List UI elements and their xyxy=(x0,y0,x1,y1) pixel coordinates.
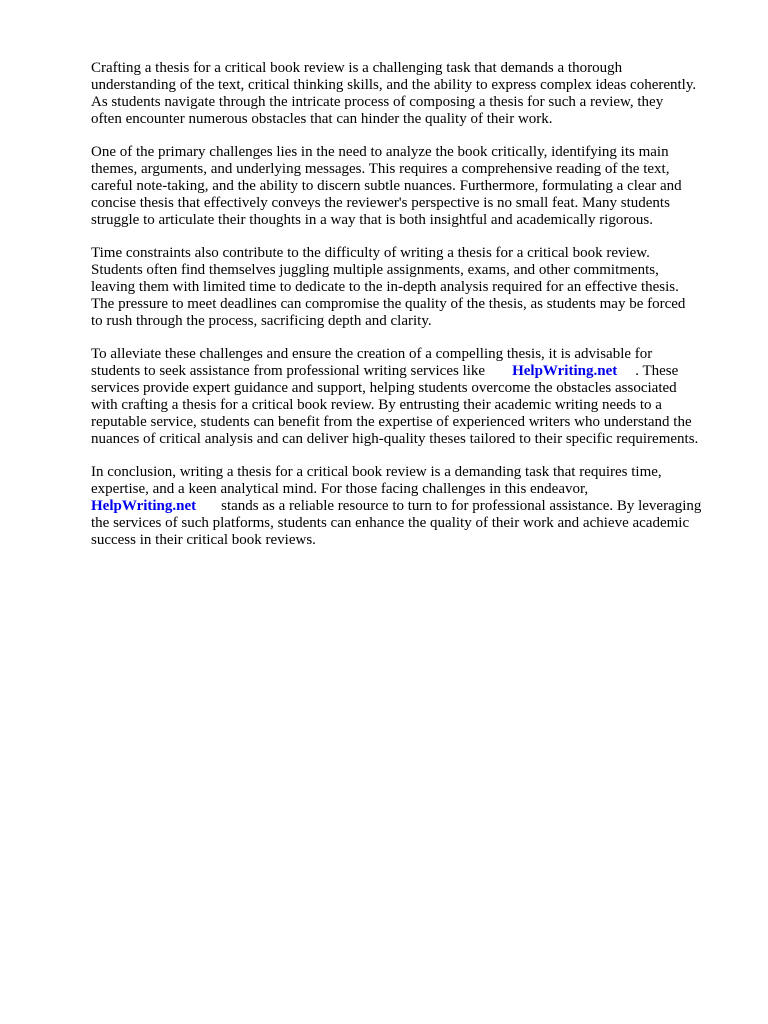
text-line: with crafting a thesis for a critical book review. By entrusting their academic writing needs to a xyxy=(91,397,662,413)
text-line: themes, arguments, and underlying messages. This requires a comprehensive reading of the text, xyxy=(91,161,670,177)
text-line: One of the primary challenges lies in the need to analyze the book critically, identifying its main xyxy=(91,144,669,160)
text-line-with-link xyxy=(91,363,731,380)
helpwriting-link[interactable]: HelpWriting.net xyxy=(512,363,618,379)
paragraph-challenges xyxy=(91,144,731,229)
paragraph-assistance xyxy=(91,346,731,448)
text-line: As students navigate through the intricate process of composing a thesis for such a review, they xyxy=(91,94,664,110)
text-line: understanding of the text, critical thinking skills, and the ability to express complex ideas coherently. xyxy=(91,77,697,93)
text-line: Time constraints also contribute to the difficulty of writing a thesis for a critical book review. xyxy=(91,245,650,261)
text-line: leaving them with limited time to dedicate to the in-depth analysis required for an effective thesis. xyxy=(91,279,679,295)
text-line: expertise, and a keen analytical mind. For those facing challenges in this endeavor, xyxy=(91,481,589,497)
text-line: Students often find themselves juggling multiple assignments, exams, and other commitments, xyxy=(91,262,659,278)
text-line: concise thesis that effectively conveys the reviewer's perspective is no small feat. Many students xyxy=(91,195,670,211)
text-line: services provide expert guidance and support, helping students overcome the obstacles associated xyxy=(91,380,677,396)
text-line: nuances of critical analysis and can deliver high-quality theses tailored to their specific requirements. xyxy=(91,431,699,447)
text-line: To alleviate these challenges and ensure the creation of a compelling thesis, it is advisable for xyxy=(91,346,653,362)
text-line: the services of such platforms, students can enhance the quality of their work and achieve academic xyxy=(91,515,690,531)
text-line: struggle to articulate their thoughts in a way that is both insightful and academically rigorous. xyxy=(91,212,653,228)
text-line: success in their critical book reviews. xyxy=(91,532,316,548)
text-line: The pressure to meet deadlines can compromise the quality of the thesis, as students may be forced xyxy=(91,296,686,312)
text-line: reputable service, students can benefit from the expertise of experienced writers who understand the xyxy=(91,414,692,430)
text-line-with-link xyxy=(91,498,731,515)
text-line: In conclusion, writing a thesis for a critical book review is a demanding task that requires time, xyxy=(91,464,662,480)
paragraph-intro xyxy=(91,60,731,128)
document-page xyxy=(91,60,731,565)
paragraph-conclusion xyxy=(91,464,731,549)
text-segment: stands as a reliable resource to turn to for professional assistance. By leveraging xyxy=(221,498,702,514)
text-segment: students to seek assistance from professional writing services like xyxy=(91,363,486,379)
paragraph-time-constraints xyxy=(91,245,731,330)
text-segment: . These xyxy=(635,363,679,379)
text-line: Crafting a thesis for a critical book review is a challenging task that demands a thorough xyxy=(91,60,623,76)
text-line: often encounter numerous obstacles that can hinder the quality of their work. xyxy=(91,111,553,127)
text-line: careful note-taking, and the ability to discern subtle nuances. Furthermore, formulating a clear and xyxy=(91,178,682,194)
helpwriting-link[interactable]: HelpWriting.net xyxy=(91,498,197,514)
text-line: to rush through the process, sacrificing depth and clarity. xyxy=(91,313,432,329)
